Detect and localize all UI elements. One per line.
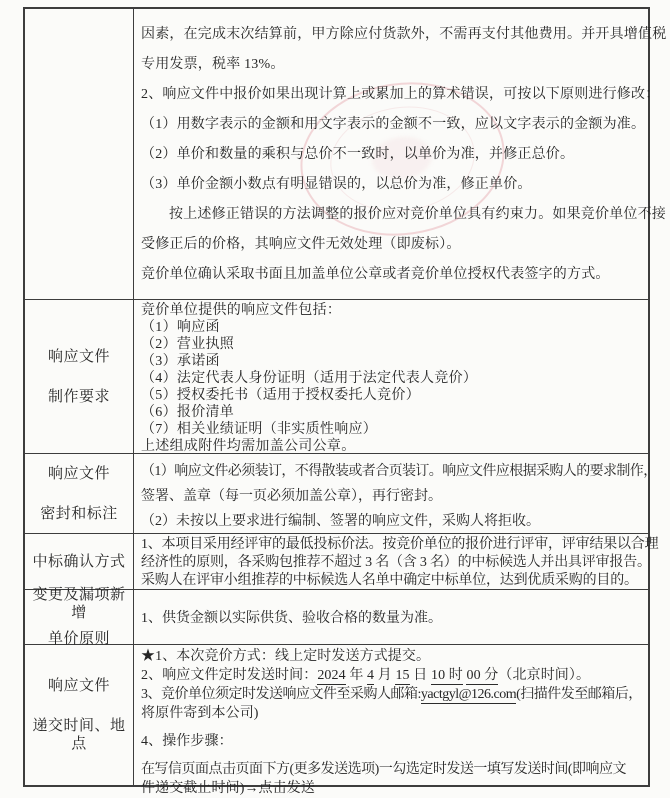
payment-and-corrections-text (134, 9, 670, 299)
text-line: （6）报价清单 (141, 405, 235, 420)
text-line: 经济性的原则，各采购包推荐不超过 3 名（含 3 名）的中标候选人并出具评审报告。 (141, 555, 651, 570)
text-line: 专用发票，税率 13%。 (141, 57, 285, 72)
row-label-award-confirmation (25, 534, 134, 589)
table-row-payment-and-corrections (25, 9, 667, 300)
text-line: 采购人在评审小组推荐的中标候选人名单中确定中标单位，达到优质采购的目的。 (141, 573, 638, 588)
text-line: ★1、本次竞价方式：线上定时发送方式提交。 (141, 649, 431, 664)
text-line-email (141, 685, 644, 704)
label-line: 单价原则 (47, 631, 110, 647)
deadline-sep: 日 (409, 668, 431, 683)
text-line: 将原件寄到本公司) (141, 706, 259, 721)
label-line: 中标确认方式 (32, 553, 126, 570)
text-line: 竞价单位确认采取书面且加盖单位公章或者竞价单位授权代表签字的方式。 (141, 267, 610, 282)
label-line: 变更及漏项新增 (32, 587, 126, 621)
submission-time-place-text (134, 645, 648, 796)
text-line: 竞价单位提供的响应文件包括： (141, 303, 342, 318)
deadline-sep: 月 (374, 668, 396, 683)
row-label-sealing-marking (25, 454, 134, 533)
deadline-suffix: （北京时间）。 (498, 668, 591, 683)
deadline-minute: 00 分 (466, 668, 499, 683)
text-line: （4）法定代表人身份证明（适用于法定代表人竞价） (141, 371, 478, 386)
text-line: （2）未按以上要求进行编制、签署的响应文件，采购人将拒收。 (141, 514, 540, 529)
table-row-document-making-requirements (25, 300, 648, 454)
text-line: 因素，在完成末次结算前，甲方除应付货款外，不需再支付其他费用。并开具增值税 (141, 27, 667, 42)
text-line: （1）用数字表示的金额和用文字表示的金额不一致，应以文字表示的金额为准。 (141, 117, 646, 132)
unit-price-principle-text (134, 590, 648, 644)
table-row-submission-time-and-place (25, 645, 648, 796)
text-line: 上述组成附件均需加盖公司公章。 (141, 439, 356, 454)
text-line: 1、供货金额以实际供货、验收合格的数量为准。 (141, 611, 442, 626)
text-line: 受修正后的价格，其响应文件无效处理（即废标）。 (141, 237, 461, 252)
row-label-making-requirements (25, 300, 134, 453)
email-suffix: (扫描件发至邮箱后， (516, 687, 642, 702)
row-label-unit-price-principle (25, 587, 134, 647)
label-line: 递交时间、地点 (32, 718, 126, 752)
text-line: 按上述修正错误的方法调整的报价应对竞价单位具有约束力。如果竞价单位不接 (169, 207, 666, 222)
label-line: 制作要求 (47, 388, 110, 405)
table-row-sealing-and-marking (25, 454, 657, 534)
deadline-day: 15 (395, 668, 410, 683)
text-line: （2）单价和数量的乘积与总价不一致时，以单价为准，并修正总价。 (141, 147, 575, 162)
text-line: 2、响应文件中报价如果出现计算上或累加上的算术错误，可按以下原则进行修改： (141, 87, 660, 102)
label-line: 响应文件 (47, 348, 110, 365)
deadline-year: 2024 (317, 668, 346, 683)
text-line-deadline (141, 666, 644, 685)
email-prefix: 3、竞价单位须定时发送响应文件至采购人邮箱: (141, 687, 421, 702)
deadline-sep: 年 (345, 668, 368, 683)
row-label-submission-time-place (25, 645, 134, 785)
award-confirmation-text (134, 534, 662, 589)
deadline-prefix: 2、响应文件定时发送时间： (141, 668, 318, 683)
text-line: （3）承诺函 (141, 354, 220, 369)
table-row-change-and-omission-unit-price (25, 587, 648, 647)
label-line: 密封和标注 (40, 505, 118, 522)
sealing-marking-text (134, 454, 661, 533)
text-line: （1）响应文件必须装订，不得散装或者合页装订。响应文件应根据采购人的要求制作， (141, 464, 657, 479)
buyer-email-address: yactgyl@126.com (420, 687, 517, 702)
making-requirements-text (134, 300, 648, 453)
label-line: 响应文件 (47, 678, 110, 694)
row-label-empty (25, 9, 134, 299)
text-line: （2）营业执照 (141, 337, 235, 352)
text-line: 件递交截止时间)→点击发送 (141, 781, 315, 796)
bidding-requirements-table (23, 7, 667, 796)
text-line: （5）授权委托书（适用于授权委托人竞价） (141, 388, 420, 403)
deadline-hour: 10 时 (430, 668, 463, 683)
text-line: 在写信页面点击页面下方(更多发送选项)一勾选定时发送一填写发送时间(即响应文 (141, 762, 626, 777)
text-line: 1、本项目采用经评审的最低投标价法。按竞价单位的报价进行评审，评审结果以合理 (141, 537, 659, 552)
text-line: （7）相关业绩证明（非实质性响应） (141, 422, 378, 437)
label-line: 响应文件 (47, 465, 110, 482)
text-line: 4、操作步骤： (141, 734, 233, 749)
text-line: （1）响应函 (141, 320, 220, 335)
table-row-award-confirmation-method (25, 534, 659, 590)
text-line: 签署、盖章（每一页必须加盖公章），再行密封。 (141, 489, 442, 504)
deadline-month: 4 (367, 668, 375, 683)
text-line: （3）单价金额小数点有明显错误的，以总价为准，修正单价。 (141, 177, 532, 192)
